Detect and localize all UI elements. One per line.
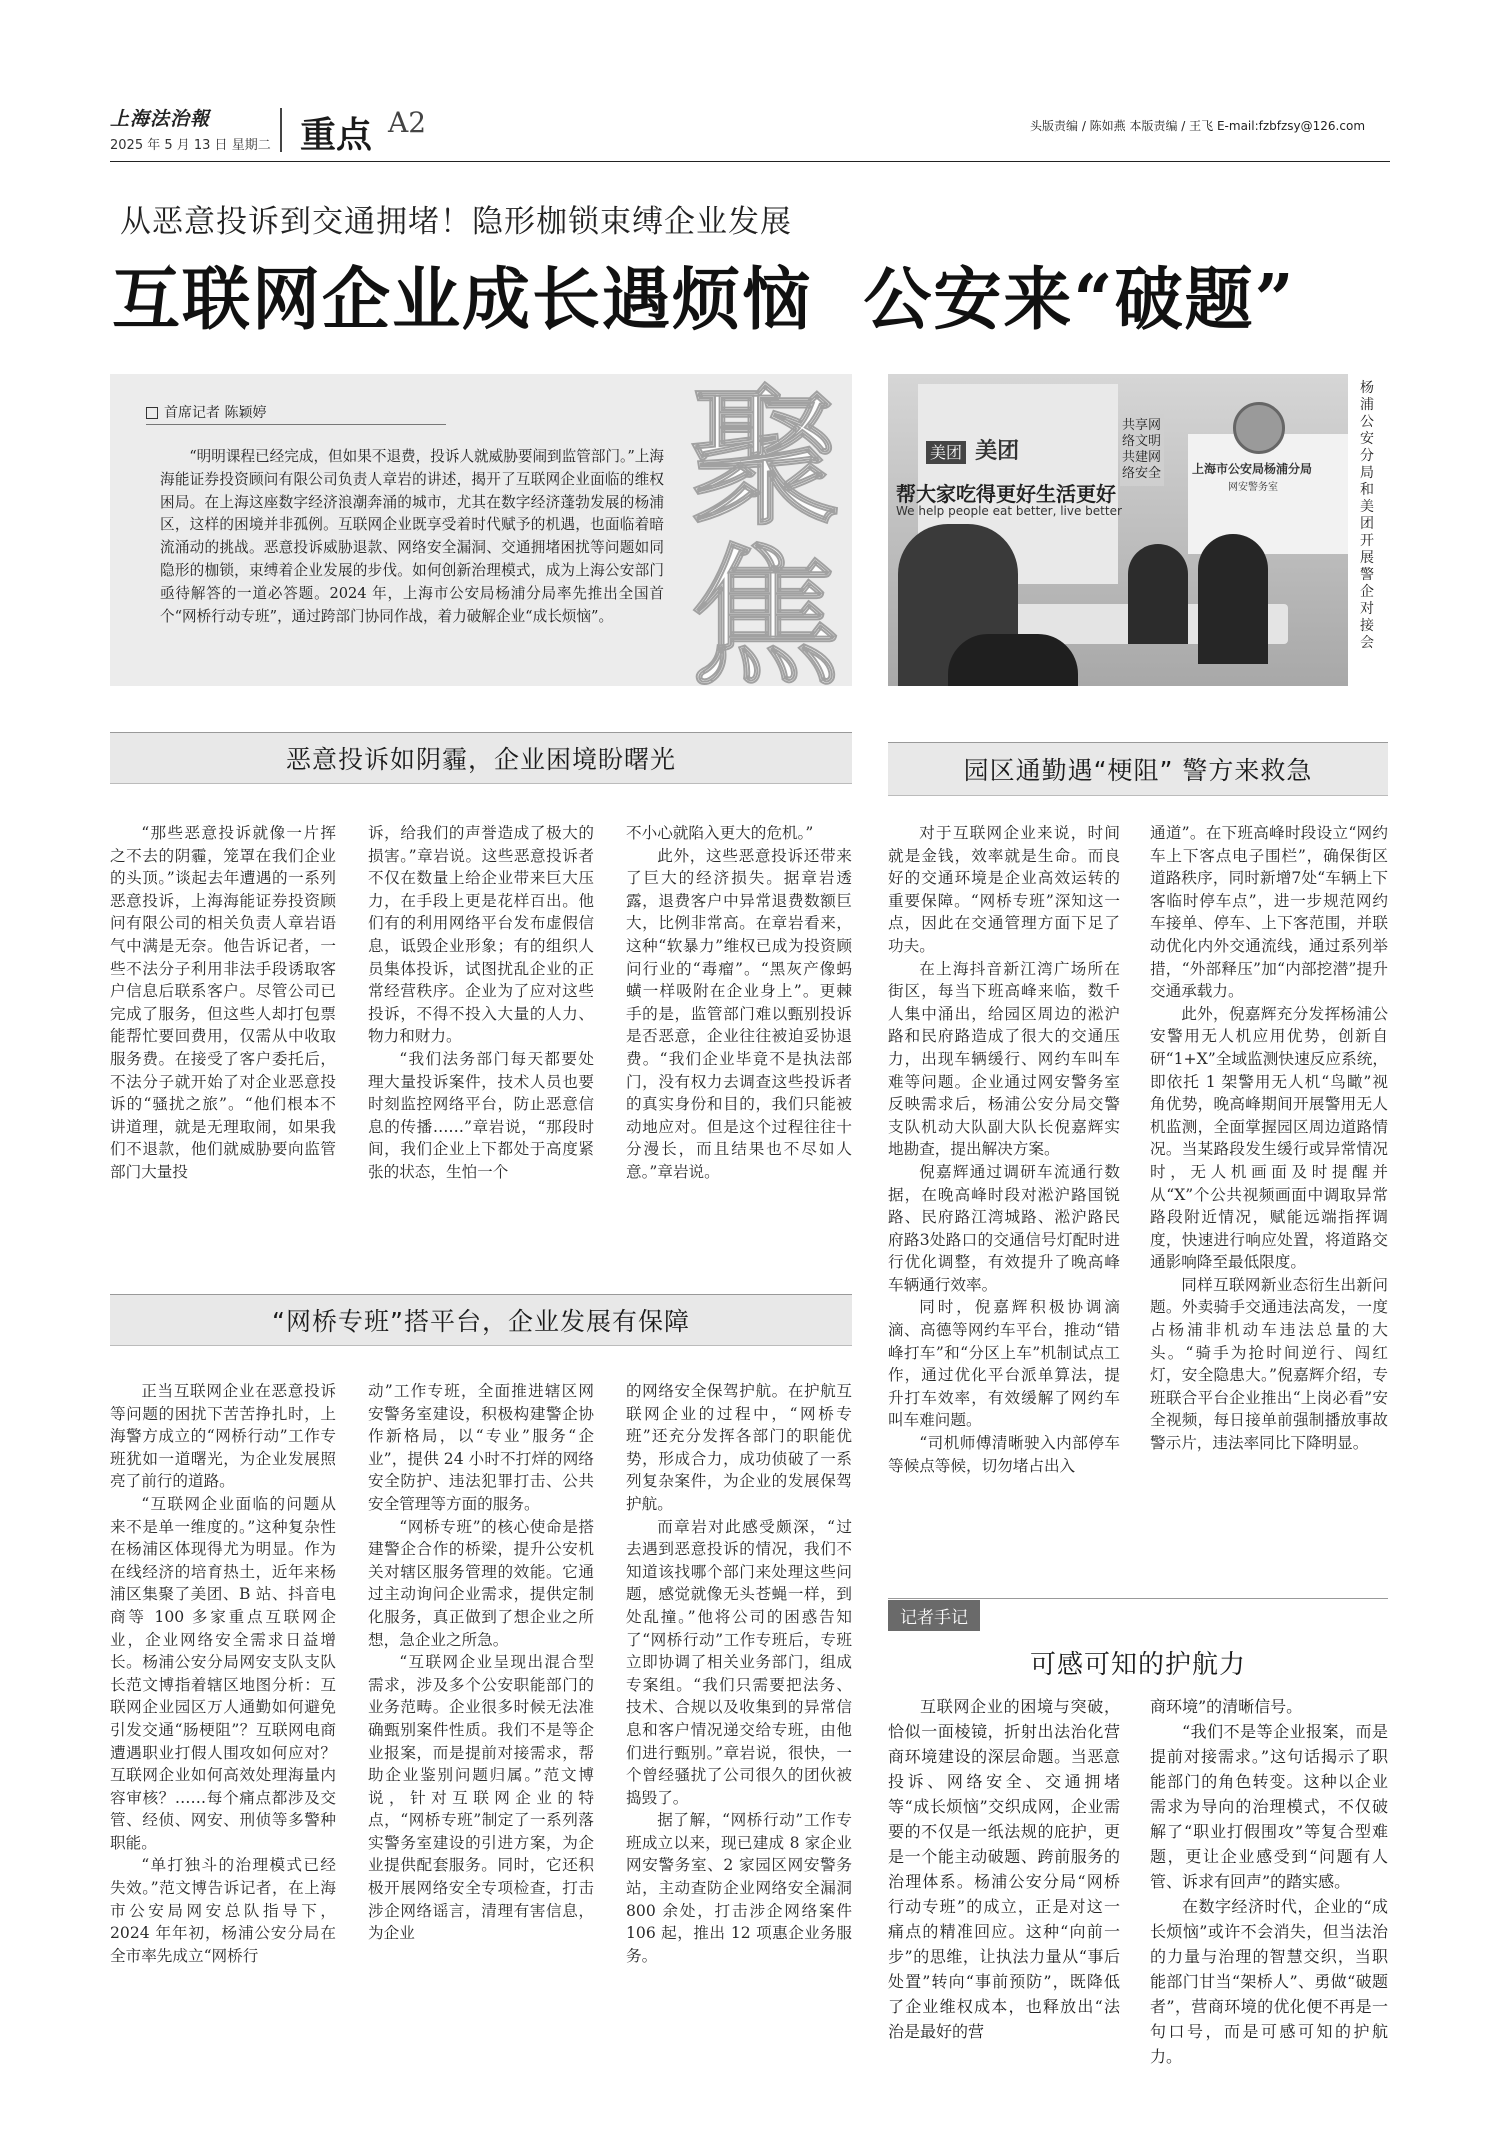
byline-text: 首席记者 陈颖婷 (164, 405, 267, 421)
s3c2-p0: 通道”。在下班高峰时段设立“网约车上下客点电子围栏”，确保街区道路秩序，同时新增7处“车辆上下客临时停车点”，进一步规范网约车接单、停车、上下客范围，并联动优化内外交通流线，通过系列举措，“外部释压”加“内部挖潜”提升交通承载力。 (1150, 824, 1388, 1001)
header-divider (280, 108, 282, 152)
byline-box-icon (146, 407, 158, 419)
byline (146, 402, 266, 422)
page-number: A2 (388, 106, 427, 139)
section2-col1 (110, 1380, 336, 2080)
photo-logo-brand: 美团 (975, 439, 1020, 464)
s3c1-p2: 倪嘉辉通过调研车流通行数据，在晚高峰时段对淞沪路国锐路、民府路江湾城路、淞沪路民府路3处路口的交通信号灯配时进行优化调整，有效提升了晚高峰车辆通行效率。 (888, 1162, 1120, 1294)
editors-line: 头版责编 / 陈如燕 本版责编 / 王飞 E-mail:fzbfzsy@126.com (1030, 119, 1366, 133)
s2c2-p1: “网桥专班”的核心使命是搭建警企合作的桥梁，提升公安机关对辖区服务管理的效能。它通过主动询问企业需求，提供定制化服务，真正做到了想企业之所想，急企业之所急。 (368, 1517, 594, 1649)
section2-title: “网桥专班”搭平台，企业发展有保障 (272, 1307, 690, 1336)
photo-wall-title: 上海市公安局杨浦分局 (1192, 462, 1313, 476)
photo-person-3 (1198, 534, 1268, 664)
section2-col3 (626, 1380, 852, 2080)
s3c2-p1: 此外，倪嘉辉充分发挥杨浦公安警用无人机应用优势，创新自研“1+X”全域监测快速反应系统，即依托 1 架警用无人机“鸟瞰”视角优势，晚高峰期间开展警用无人机监测，全面掌握园区周边道路情况。当某路段发生缓行或异常情况时，无人机画面及时提醒并从“X”个公共视频画面中调取异常路段附近情况，赋能远端指挥调度，快速进行响应处置，将道路交通影响降至最低限度。 (1150, 1004, 1388, 1272)
s3c1-p0: 对于互联网企业来说，时间就是金钱，效率就是生命。而良好的交通环境是企业高效运转的重要保障。“网桥专班”深知这一点，因此在交通管理方面下足了功夫。 (888, 824, 1120, 955)
headline-kicker: 从恶意投诉到交通拥堵！隐形枷锁束缚企业发展 (120, 204, 792, 240)
section3-col1 (888, 822, 1120, 1560)
s1c3-p0: 不小心就陷入更大的危机。” (626, 824, 814, 842)
n-c1-p0: 互联网企业的困境与突破，恰似一面棱镜，折射出法治化营商环境建设的深层命题。当恶意投诉、网络安全、交通拥堵等“成长烦恼”交织成网，企业需要的不仅是一纸法规的庇护，更是一个能主动破题、跨前服务的治理体系。杨浦公安分局“网桥行动专班”的成立，正是对这一痛点的精准回应。这种“向前一步”的思维，让执法力量从“事后处置”转向“事前预防”，既降低了企业维权成本，也释放出“法治是最好的营 (888, 1697, 1120, 2041)
s2c1-p1: “互联网企业面临的问题从来不是单一维度的。”这种复杂性在杨浦区体现得尤为明显。作为在线经济的培育热土，近年来杨浦区集聚了美团、B 站、抖音电商等 100 多家重点互联网企业，企业网络安全需求日益增长。杨浦公安分局网安支队支队长范文博指着辖区地图分析：互联网企业园区万人通勤如何避免引发交通“肠梗阻”？互联网电商遭遇职业打假人围攻如何应对？互联网企业如何高效处理海量内容审核？……每个痛点都涉及交管、经侦、网安、刑侦等多警种职能。 (110, 1494, 336, 1852)
s3c1-p3: 同时，倪嘉辉积极协调滴滴、高德等网约车平台，推动“错峰打车”和“分区上车”机制试点工作，通过优化平台派单算法，提升打车效率，有效缓解了网约车叫车难问题。 (888, 1298, 1120, 1430)
s2c1-p2: “单打独斗的治理模式已经失效。”范文博告诉记者，在上海市公安局网安总队指导下，2024 年年初，杨浦公安分局在全市率先成立“网桥行 (110, 1856, 336, 1965)
masthead: 上海法治報 (110, 108, 211, 130)
section1-title: 恶意投诉如阴霾，企业困境盼曙光 (285, 745, 676, 774)
section2-title-bar (110, 1294, 852, 1346)
photo-poster: 共享网络文明 共建网络安全 (1120, 414, 1164, 486)
s3c1-p1: 在上海抖音新江湾广场所在街区，每当下班高峰来临，数千人集中涌出，给园区周边的淞沪路和民府路造成了很大的交通压力，出现车辆缓行、网约车叫车难等问题。企业通过网安警务室反映需求后，杨浦公安分局交警支队机动大队副大队长倪嘉辉实地勘查，提出解决方案。 (888, 959, 1120, 1159)
s1c1-p0: “那些恶意投诉就像一片挥之不去的阴霾，笼罩在我们企业的头顶。”谈起去年遭遇的一系列恶意投诉，上海海能证券投资顾问有限公司的相关负责人章岩语气中满是无奈。他告诉记者，一些不法分子利用非法手段诱取客户信息后联系客户。尽管公司已完成了服务，但这些人却打包票能帮忙要回费用，仅需从中收取服务费。在接受了客户委托后，不法分子就开始了对企业恶意投诉的“骚扰之旅”。“他们根本不讲道理，就是无理取闹，如果我们不退款，他们就威胁要向监管部门大量投 (110, 824, 336, 1181)
photo-caption: 杨浦公安分局和美团开展警企对接会 (1360, 380, 1374, 651)
photo-banner-en: We help people eat better, live better (896, 504, 1122, 518)
s3c1-p4: “司机师傅清晰驶入内部停车等候点等候，切勿堵占出入 (888, 1434, 1120, 1475)
headline-main: 互联网企业成长遇烦恼 公安来“破题” (112, 260, 1296, 340)
s3c2-p2: 同样互联网新业态衍生出新问题。外卖骑手交通违法高发，一度占杨浦非机动车违法总量的大头。“骑手为抢时间逆行、闯红灯，安全隐患大。”倪嘉辉介绍，专班联合平台企业推出“上岗必看”安全视频，每日接单前强制播放事故警示片，违法率同比下降明显。 (1150, 1275, 1388, 1453)
photo-logo-left: 美团 (926, 441, 966, 464)
section3-title-bar (888, 742, 1388, 796)
notes-col2 (1150, 1694, 1388, 2084)
photo-person-2 (1128, 544, 1188, 644)
s1c2-p1: “我们法务部门每天都要处理大量投诉案件，技术人员也要时刻监控网络平台，防止恶意信息的传播……”章岩说，“那段时间，我们企业上下都处于高度紧张的状态，生怕一个 (368, 1049, 594, 1181)
header-rule (110, 161, 1390, 162)
news-photo (888, 374, 1348, 686)
focus-deco-char: 聚焦 (690, 370, 841, 706)
photo-emblem-icon (1233, 402, 1285, 454)
section-name: 重点 (300, 115, 373, 156)
s2c2-p0: 动”工作专班，全面推进辖区网安警务室建设，积极构建警企协作新格局，以“专业”服务“企业”，提供 24 小时不打烊的网络安全防护、违法犯罪打击、公共安全管理等方面的服务。 (368, 1382, 594, 1513)
section1-title-bar (110, 732, 852, 784)
s1c3-p1: 此外，这些恶意投诉还带来了巨大的经济损失。据章岩透露，退费客户中异常退费数额巨大，比例非常高。在章岩看来，这种“软暴力”维权已成为投资顾问行业的“毒瘤”。“黑灰产像蚂蟥一样吸附在企业身上”。更棘手的是，监管部门难以甄别投诉是否恶意，企业往往被迫妥协退费。“我们企业毕竟不是执法部门，没有权力去调查这些投诉者的真实身份和目的，我们只能被动地应对。但是这个过程往往十分漫长，而且结果也不尽如人意。”章岩说。 (626, 846, 852, 1181)
n-c2-p0: 商环境”的清晰信号。 (1150, 1697, 1303, 1716)
byline-rule (146, 424, 446, 425)
issue-date: 2025 年 5 月 13 日 星期二 (110, 138, 271, 153)
s2c3-p2: 据了解，“网桥行动”工作专班成立以来，现已建成 8 家企业网安警务室、2 家园区网安警务站，主动查防企业网络安全漏洞 800 余处，打击涉企网络案件 106 起，推出 12 项惠企业务服务。 (626, 1811, 852, 1965)
s2c2-p2: “互联网企业呈现出混合型需求，涉及多个公安职能部门的业务范畴。企业很多时候无法准确甄别案件性质。我们不是等企业报案，而是提前对接需求，帮助企业鉴别问题归属。”范文博说，针对互联网企业的特点，“网桥专班”制定了一系列落实警务室建设的引进方案，为企业提供配套服务。同时，它还积极开展网络安全专项检查，打击涉企网络谣言，清理有害信息，为企业 (368, 1653, 594, 1943)
section3-col2 (1150, 822, 1388, 1560)
photo-banner: 帮大家吃得更好生活更好 (896, 482, 1116, 506)
section2-col2 (368, 1380, 594, 2080)
photo-person-4 (948, 634, 1078, 686)
photo-wall-sub: 网安警务室 (1228, 482, 1278, 493)
n-c2-p2: 在数字经济时代，企业的“成长烦恼”或许不会消失，但当法治的力量与治理的智慧交织，当职能部门甘当“架桥人”、勇做“破题者”，营商环境的优化便不再是一句口号，而是可感可知的护航力。 (1150, 1897, 1388, 2066)
photo-sign-text (926, 434, 1019, 465)
notes-title: 可感可知的护航力 (1029, 1650, 1246, 1680)
notes-tag: 记者手记 (888, 1600, 980, 1631)
section3-title: 园区通勤遇“梗阻” 警方来救急 (963, 756, 1313, 785)
n-c2-p1: “我们不是等企业报案，而是提前对接需求。”这句话揭示了职能部门的角色转变。这种以企业需求为导向的治理模式，不仅破解了“职业打假围攻”等复合型难题，更让企业感受到“问题有人管、诉求有回声”的踏实感。 (1150, 1722, 1388, 1891)
s1c2-p0: 诉，给我们的声誉造成了极大的损害。”章岩说。这些恶意投诉者不仅在数量上给企业带来巨大压力，在手段上更是花样百出。他们有的利用网络平台发布虚假信息，诋毁企业形象；有的组织人员集体投诉，试图扰乱企业的正常经营秩序。企业为了应对这些投诉，不得不投入大量的人力、物力和财力。 (368, 824, 594, 1046)
notes-col1 (888, 1694, 1120, 2084)
focus-lead: “明明课程已经完成，但如果不退费，投诉人就威胁要闹到监管部门。”上海海能证券投资顾问有限公司负责人章岩的讲述，揭开了互联网企业面临的维权困局。在上海这座数字经济浪潮奔涌的城市，尤其在数字经济蓬勃发展的杨浦区，这样的困境并非孤例。互联网企业既享受着时代赋予的机遇，也面临着暗流涌动的挑战。恶意投诉威胁退款、网络安全漏洞、交通拥堵困扰等问题如同隐形的枷锁，束缚着企业发展的步伐。如何创新治理模式，成为上海公安部门亟待解答的一道必答题。2024 年，上海市公安局杨浦分局率先推出全国首个“网桥行动专班”，通过跨部门协同作战，着力破解企业“成长烦恼”。 (160, 448, 664, 625)
section1-col1 (110, 822, 336, 1232)
section1-col2 (368, 822, 594, 1232)
s2c3-p1: 而章岩对此感受颇深，“过去遇到恶意投诉的情况，我们不知道该找哪个部门来处理这些问题，感觉就像无头苍蝇一样，到处乱撞。”他将公司的困惑告知了“网桥行动”工作专班后，专班立即协调了相关业务部门，组成专案组。“我们只需要把法务、技术、合规以及收集到的异常信息和客户情况递交给专班，由他们进行甄别。”章岩说，很快，一个曾经骚扰了公司很久的团伙被捣毁了。 (626, 1517, 852, 1807)
section1-col3 (626, 822, 852, 1232)
s2c3-p0: 的网络安全保驾护航。在护航互联网企业的过程中，“网桥专班”还充分发挥各部门的职能优势，形成合力，成功侦破了一系列复杂案件，为企业的发展保驾护航。 (626, 1382, 852, 1513)
s2c1-p0: 正当互联网企业在恶意投诉等问题的困扰下苦苦挣扎时，上海警方成立的“网桥行动”工作专班犹如一道曙光，为企业发展照亮了前行的道路。 (110, 1382, 336, 1491)
